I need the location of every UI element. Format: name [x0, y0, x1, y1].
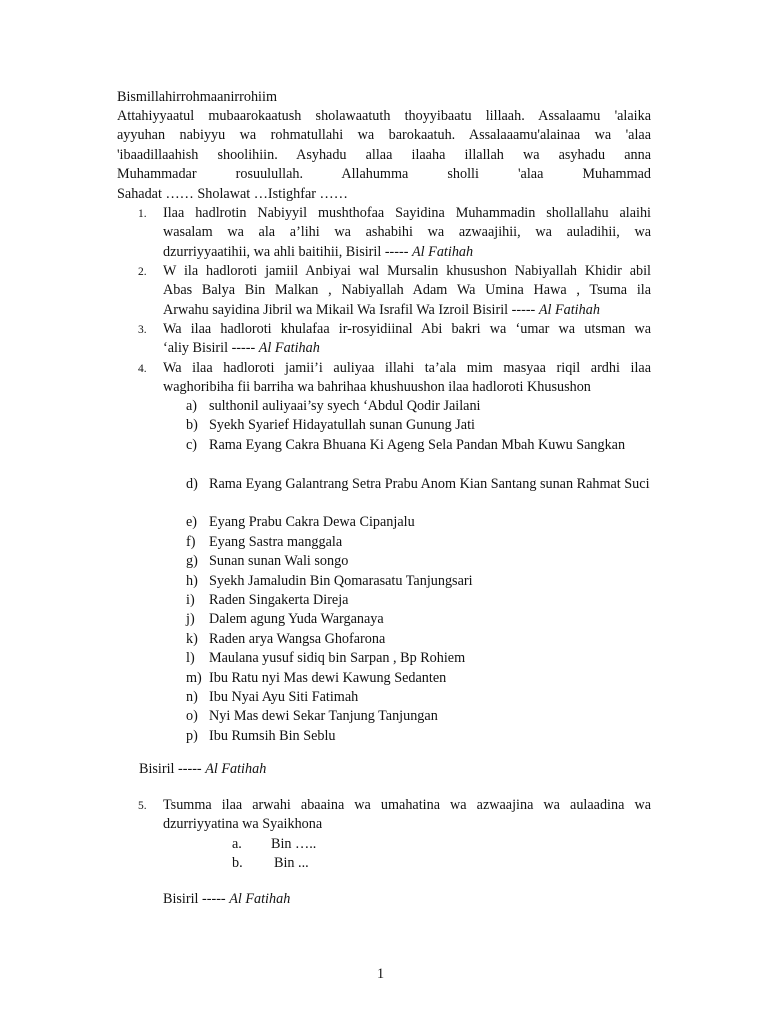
sub-text: Rama Eyang Cakra Bhuana Ki Ageng Sela Pandan Mbah Kuwu Sangkan	[209, 436, 626, 453]
sub-label: a.	[232, 836, 242, 852]
sub-text: Ibu Nyai Ayu Siti Fatimah	[209, 688, 359, 705]
item-line: W ila hadloroti jamiil Anbiyai wal Mursalin khusushon Nabiyallah Khidir abil	[163, 263, 651, 279]
list-item-5	[117, 796, 651, 835]
sub-label: i)	[186, 591, 195, 608]
paragraph-line: Sahadat …… Sholawat …Istighfar ……	[117, 185, 348, 202]
item-line: waghoribiha fii barriha wa bahrihaa khushuushon ilaa hadloroti Khusushon	[163, 379, 591, 396]
sub-label: p)	[186, 727, 198, 744]
sub-list-item	[186, 552, 651, 571]
sub-text: Sunan sunan Wali songo	[209, 553, 349, 570]
list-number: 4.	[138, 363, 147, 375]
sub-text: Bin ...	[274, 855, 309, 871]
list-item-2	[117, 262, 651, 320]
sub-label: o)	[186, 708, 198, 725]
sub-text: Dalem agung Yuda Warganaya	[209, 611, 384, 628]
sub-label: c)	[186, 436, 198, 453]
item-line: Abas Balya Bin Malkan , Nabiyallah Adam Wa Umina Hawa , Tsuma ila	[163, 282, 651, 299]
sub-list-item	[186, 416, 651, 435]
item-line: Ilaa hadlrotin Nabiyyil mushthofaa Sayidina Muhammadin shollallahu alaihi	[163, 205, 651, 221]
opening-line	[117, 88, 651, 107]
sub-list-item	[186, 436, 651, 475]
sub-list-item	[186, 397, 651, 416]
list-number: 3.	[138, 324, 147, 336]
bisiril-text: Bisiril -----	[163, 891, 230, 907]
al-fatihah-text: Al Fatihah	[258, 340, 320, 357]
sub-label: g)	[186, 553, 198, 570]
sub-list-item	[186, 533, 651, 552]
sub-list-item	[186, 707, 651, 726]
paragraph-line: Attahiyyaatul mubaarokaatush sholawaatuth thoyyibaatu lillaah. Assalaamu 'alaika	[117, 108, 651, 124]
sub-label: f)	[186, 533, 196, 550]
sub-label: j)	[186, 611, 195, 628]
sub-label: b)	[186, 417, 198, 434]
sub-list-item	[186, 630, 651, 649]
sub-list-item	[186, 610, 651, 629]
sub-text: Syekh Jamaludin Bin Qomarasatu Tanjungsari	[209, 572, 473, 589]
sub-text: Eyang Sastra manggala	[209, 533, 343, 550]
intro-paragraph	[117, 107, 651, 204]
sub-list-item	[186, 727, 651, 746]
item-line: dzurriyyatina wa Syaikhona	[163, 816, 323, 833]
list-number: 5.	[138, 800, 147, 812]
sub-list-item	[186, 669, 651, 688]
sub-text: Maulana yusuf sidiq bin Sarpan , Bp Rohiem	[209, 650, 466, 667]
item5-sub-b	[232, 854, 309, 873]
sub-label: m)	[186, 669, 202, 686]
sub-text: Rama Eyang Galantrang Setra Prabu Anom Kian Santang sunan Rahmat Suci	[209, 475, 650, 492]
sub-label: k)	[186, 630, 198, 647]
sub-list	[186, 397, 651, 746]
al-fatihah-text: Al Fatihah	[538, 301, 600, 318]
sub-list-item	[186, 591, 651, 610]
sub-list-item	[186, 475, 651, 514]
sub-text: Ibu Ratu nyi Mas dewi Kawung Sedanten	[209, 669, 447, 686]
list-item-1	[117, 204, 651, 262]
item-line: wasalam wa ala a’lihi wa ashabihi wa azwaajihii, wa auladihii, wa	[163, 224, 651, 241]
sub-list-item	[186, 572, 651, 591]
al-fatihah-text: Al Fatihah	[205, 761, 267, 777]
item-line: ‘aliy Bisiril -----	[163, 340, 259, 357]
bisiril-line	[163, 890, 290, 909]
item-line: Arwahu sayidina Jibril wa Mikail Wa Israfil Wa Izroil Bisiril -----	[163, 301, 539, 318]
bisiril-text: Bisiril -----	[139, 761, 206, 777]
bisiril-line	[139, 760, 266, 779]
item-line: dzurriyyaatihii, wa ahli baitihii, Bisiril -----	[163, 243, 413, 260]
paragraph-line: Muhammadar rosuulullah. Allahumma sholli 'alaa Muhammad	[117, 166, 651, 183]
sub-text: Eyang Prabu Cakra Dewa Cipanjalu	[209, 514, 415, 531]
sub-text: sulthonil auliyaai’sy syech ‘Abdul Qodir Jailani	[209, 398, 481, 414]
sub-label: b.	[232, 855, 243, 871]
bismillah: Bismillahirrohmaanirrohiim	[117, 89, 277, 105]
sub-list-item	[186, 688, 651, 707]
item-line: Wa ilaa hadloroti jamii’i auliyaa illahi ta’ala mim masyaa riqil ardhi ilaa	[163, 360, 651, 376]
list-number: 2.	[138, 266, 147, 278]
page-number: 1	[377, 966, 385, 982]
al-fatihah-text: Al Fatihah	[412, 243, 474, 260]
sub-text: Syekh Syarief Hidayatullah sunan Gunung Jati	[209, 417, 475, 434]
sub-label: h)	[186, 572, 198, 589]
sub-label: a)	[186, 398, 198, 414]
item-line: Wa ilaa hadloroti khulafaa ir-rosyidiinal Abi bakri wa ‘umar wa utsman wa	[163, 321, 651, 337]
item5-sub-a	[232, 835, 317, 854]
sub-text: Raden Singakerta Direja	[209, 591, 349, 608]
sub-list-item	[186, 649, 651, 668]
paragraph-line: 'ibaadillaahish shoolihiin. Asyhadu allaa ilaaha illallah wa asyhadu anna	[117, 146, 651, 163]
sub-label: n)	[186, 688, 198, 705]
sub-label: e)	[186, 514, 198, 531]
sub-list-item	[186, 513, 651, 532]
al-fatihah-text: Al Fatihah	[229, 891, 291, 907]
list-item-4	[117, 359, 651, 398]
sub-text: Raden arya Wangsa Ghofarona	[209, 630, 386, 647]
sub-text: Ibu Rumsih Bin Seblu	[209, 727, 336, 744]
sub-text: Bin …..	[271, 836, 317, 852]
sub-text: Nyi Mas dewi Sekar Tanjung Tanjungan	[209, 708, 438, 725]
item-line: Tsumma ilaa arwahi abaaina wa umahatina wa azwaajina wa aulaadina wa	[163, 797, 651, 813]
list-item-3	[117, 320, 651, 359]
list-number: 1.	[138, 208, 147, 220]
paragraph-line: ayyuhan nabiyyu wa rohmatullahi wa barokaatuh. Assalaaamu'alainaa wa 'alaa	[117, 127, 651, 144]
sub-label: l)	[186, 650, 195, 667]
sub-label: d)	[186, 475, 198, 492]
